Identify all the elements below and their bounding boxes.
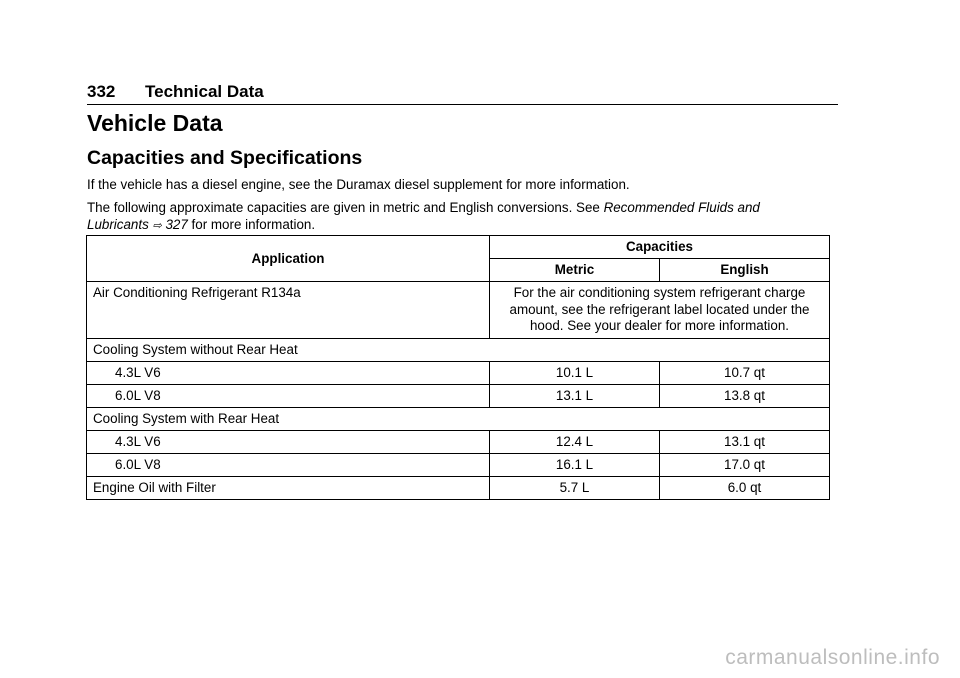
table-row xyxy=(87,282,830,339)
capacities-table xyxy=(86,235,830,500)
table-row xyxy=(87,361,830,384)
section-heading: Capacities and Specifications xyxy=(87,147,363,169)
header-capacities: Capacities xyxy=(490,236,830,259)
category-cooling-without-rear-heat: Cooling System without Rear Heat xyxy=(87,338,830,361)
row-metric: 13.1 L xyxy=(490,384,660,407)
page-ref-number: 327 xyxy=(165,217,188,232)
intro-paragraph: If the vehicle has a diesel engine, see the Duramax diesel supplement for more information. xyxy=(87,177,630,192)
page-header xyxy=(87,82,838,105)
header-english: English xyxy=(660,259,830,282)
row-english: 10.7 qt xyxy=(660,361,830,384)
table-row xyxy=(87,430,830,453)
row-english: 17.0 qt xyxy=(660,453,830,476)
page-ref-arrow-icon: ⇨ xyxy=(152,220,162,232)
row-metric: 12.4 L xyxy=(490,430,660,453)
reference-link-text-2: Lubricants xyxy=(87,217,149,232)
table-row xyxy=(87,384,830,407)
header-metric: Metric xyxy=(490,259,660,282)
row-metric: 5.7 L xyxy=(490,476,660,499)
row-application: 6.0L V8 xyxy=(87,453,490,476)
paragraph-text: The following approximate capacities are given in metric and English conversions. See xyxy=(87,200,604,215)
table-row xyxy=(87,407,830,430)
header-application: Application xyxy=(87,236,490,282)
table-row xyxy=(87,453,830,476)
row-application: Air Conditioning Refrigerant R134a xyxy=(87,282,490,339)
row-application: 6.0L V8 xyxy=(87,384,490,407)
row-english: 6.0 qt xyxy=(660,476,830,499)
row-application: 4.3L V6 xyxy=(87,430,490,453)
reference-link-text: Recommended Fluids and xyxy=(603,200,760,215)
page-number: 332 xyxy=(87,82,116,101)
ac-note: For the air conditioning system refrigerant charge amount, see the refrigerant label located under the hood. See your dealer for more information. xyxy=(490,282,830,339)
section-title: Technical Data xyxy=(145,82,264,101)
row-application: Engine Oil with Filter xyxy=(87,476,490,499)
watermark: carmanualsonline.info xyxy=(725,646,940,669)
page-title: Vehicle Data xyxy=(87,110,223,136)
paragraph-text-end: for more information. xyxy=(187,217,316,232)
row-application: 4.3L V6 xyxy=(87,361,490,384)
row-english: 13.1 qt xyxy=(660,430,830,453)
row-metric: 10.1 L xyxy=(490,361,660,384)
row-metric: 16.1 L xyxy=(490,453,660,476)
category-cooling-with-rear-heat: Cooling System with Rear Heat xyxy=(87,407,830,430)
table-row xyxy=(87,338,830,361)
table-row xyxy=(87,476,830,499)
row-english: 13.8 qt xyxy=(660,384,830,407)
conversion-paragraph xyxy=(87,199,839,235)
